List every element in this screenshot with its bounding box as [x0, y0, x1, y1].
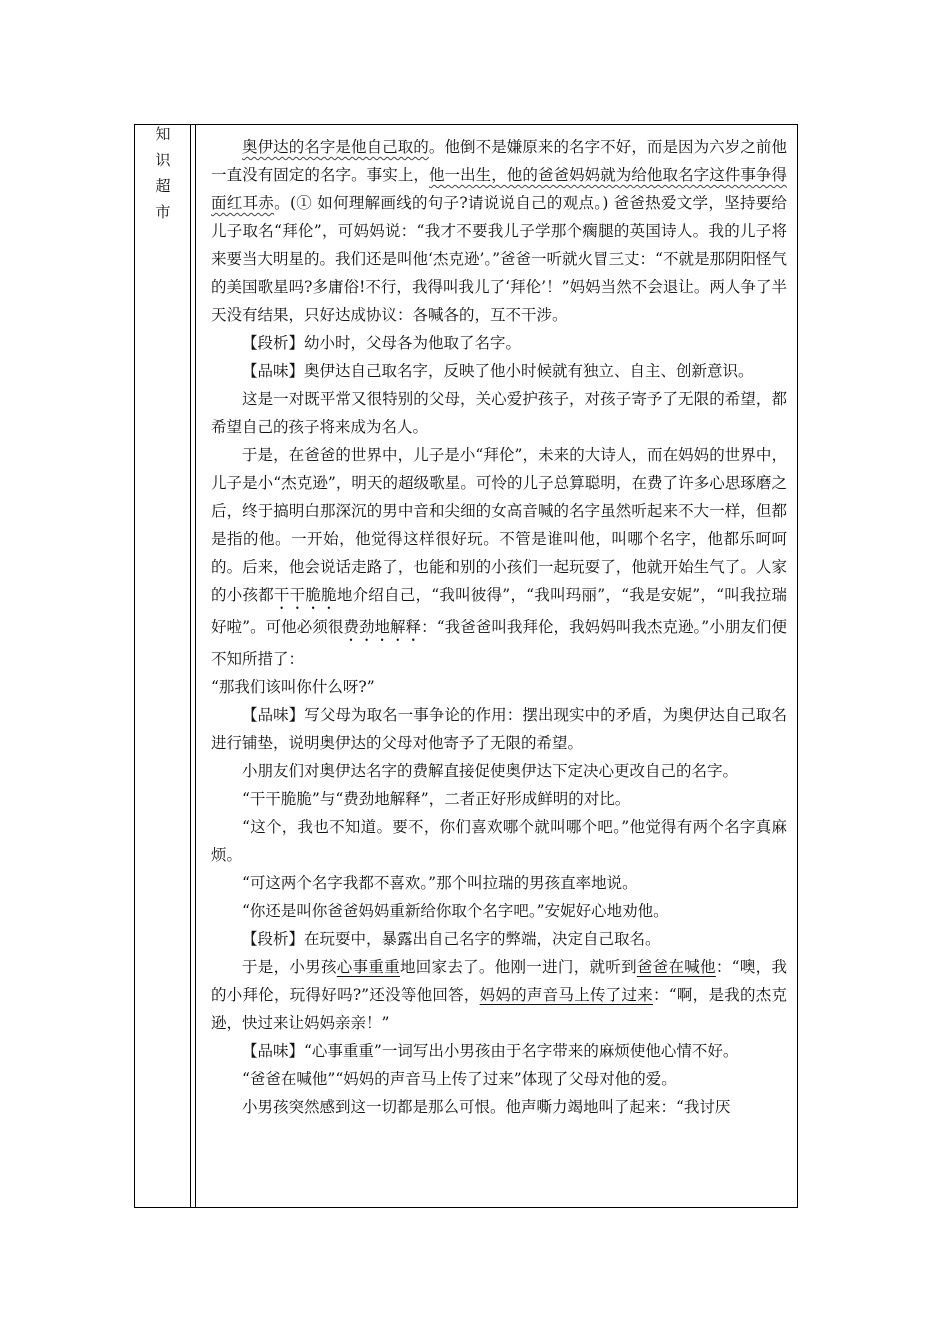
paragraph-text: 于是，小男孩: [242, 958, 337, 976]
emphasis-dotted-text: 干干脆脆: [273, 586, 337, 604]
analysis-paragraph: 【段析】在玩耍中，暴露出自己名字的弊端，决定自己取名。: [242, 930, 661, 948]
section-label: [135, 124, 191, 225]
underlined-text: 爸爸在喊他: [636, 958, 716, 976]
column-divider: [195, 125, 196, 1207]
document-table: [134, 124, 798, 1208]
paragraph-text: 地回家去了。他刚一进门，就听到: [399, 958, 637, 976]
paragraph-text: ：“噢，我的小拜伦，玩得好吗?”还没等他回答，: [211, 958, 787, 1004]
appreciation-paragraph: 【品味】奥伊达自己取名字，反映了他小时候就有独立、自主、创新意识。: [242, 362, 754, 380]
paragraph: “爸爸在喊他”“妈妈的声音马上传了过来”体现了父母对他的爱。: [242, 1070, 677, 1088]
paragraph-text: 地介绍自己，“我叫彼得”，“我叫玛丽”，“我是安妮”，“叫我拉瑞好啦”。可他必须很: [211, 586, 787, 636]
section-label-char: 超: [155, 177, 171, 195]
section-label-char: 知: [155, 125, 171, 143]
underlined-text: 心事重重: [336, 958, 400, 976]
section-label-char: 识: [155, 151, 171, 169]
paragraph: [211, 953, 787, 1037]
paragraph: 小男孩突然感到这一切都是那么可恨。他声嘶力竭地叫了起来：“我讨厌: [242, 1098, 731, 1116]
appreciation-paragraph: 【品味】“心事重重”一词写出小男孩由于名字带来的麻烦使他心情不好。: [242, 1042, 739, 1060]
reading-content: [211, 133, 787, 1121]
appreciation-paragraph: 【品味】写父母为取名一事争论的作用：摆出现实中的矛盾，为奥伊达自己取名进行铺垫，说明奥伊达的父母对他寄予了无限的希望。: [211, 706, 787, 752]
paragraph-text: ：“啊，是我的杰克逊，快过来让妈妈亲亲！”: [211, 986, 787, 1032]
paragraph: 小朋友们对奥伊达名字的费解直接促使奥伊达下定决心更改自己的名字。: [242, 762, 739, 780]
paragraph: “可这两个名字我都不喜欢。”那个叫拉瑞的男孩直率地说。: [242, 874, 638, 892]
emphasis-dotted-text: 费劲地解释: [343, 618, 422, 636]
paragraph: 这是一对既平常又很特别的父母，关心爱护孩子，对孩子寄予了无限的希望，都希望自己的孩子将来成为名人。: [211, 390, 787, 436]
paragraph-text: 。他倒不是嫌原来的名字不好，而是因为六岁之前他一直没有固定的名字。事实上，: [211, 138, 787, 184]
wavy-underlined-text: 他一出生，他的爸爸妈妈就为给他取名字这件事争得面红耳赤: [211, 166, 787, 212]
wavy-underlined-text: 奥伊达的名字是他自己取的: [242, 138, 429, 156]
paragraph: “那我们该叫你什么呀?”: [211, 678, 375, 696]
paragraph-text: 。(① 如何理解画线的句子?请说说自己的观点。) 爸爸热爱文学，坚持要给儿子取名“拜伦”，可妈妈说：“我才不要我儿子学那个瘸腿的英国诗人。我的儿子将来要当大明星的。我们还是叫他‘杰克逊’。”爸爸一听就火冒三丈：“不就是那阴阳怪气的美国歌星吗?多庸俗!不行，我得叫我儿了‘拜伦’！”妈妈当然不会退让。两人争了半天没有结果，只好达成协议：各喊各的，互不干涉。: [211, 194, 787, 324]
paragraph: [211, 441, 787, 673]
section-label-column: [135, 125, 191, 1207]
paragraph-text: ：“我爸爸叫我拜伦，我妈妈叫我杰克逊。”小朋友们便不知所措了：: [211, 618, 787, 668]
paragraph: “你还是叫你爸爸妈妈重新给你取个名字吧。”安妮好心地劝他。: [242, 902, 669, 920]
section-label-char: 市: [155, 203, 171, 221]
paragraph-text: 于是，在爸爸的世界中，儿子是小“拜伦”，未来的大诗人，而在妈妈的世界中，儿子是小“杰克逊”，明天的超级歌星。可怜的儿子总算聪明，在费了许多心思琢磨之后，终于搞明白那深沉的男中音和尖细的女高音喊的名字虽然听起来不大一样，但都是指的他。一开始，他觉得这样很好玩。不管是谁叫他，叫哪个名字，他都乐呵呵的。后来，他会说话走路了，也能和别的小孩们一起玩耍了，他就开始生气了。人家的小孩都: [211, 446, 787, 604]
paragraph: “干干脆脆”与“费劲地解释”，二者正好形成鲜明的对比。: [242, 790, 631, 808]
underlined-text: 妈妈的声音马上传了过来: [479, 986, 653, 1004]
paragraph: [211, 133, 787, 329]
analysis-paragraph: 【段析】幼小时，父母各为他取了名字。: [242, 334, 522, 352]
paragraph: “这个，我也不知道。要不，你们喜欢哪个就叫哪个吧。”他觉得有两个名字真麻烦。: [211, 818, 787, 864]
